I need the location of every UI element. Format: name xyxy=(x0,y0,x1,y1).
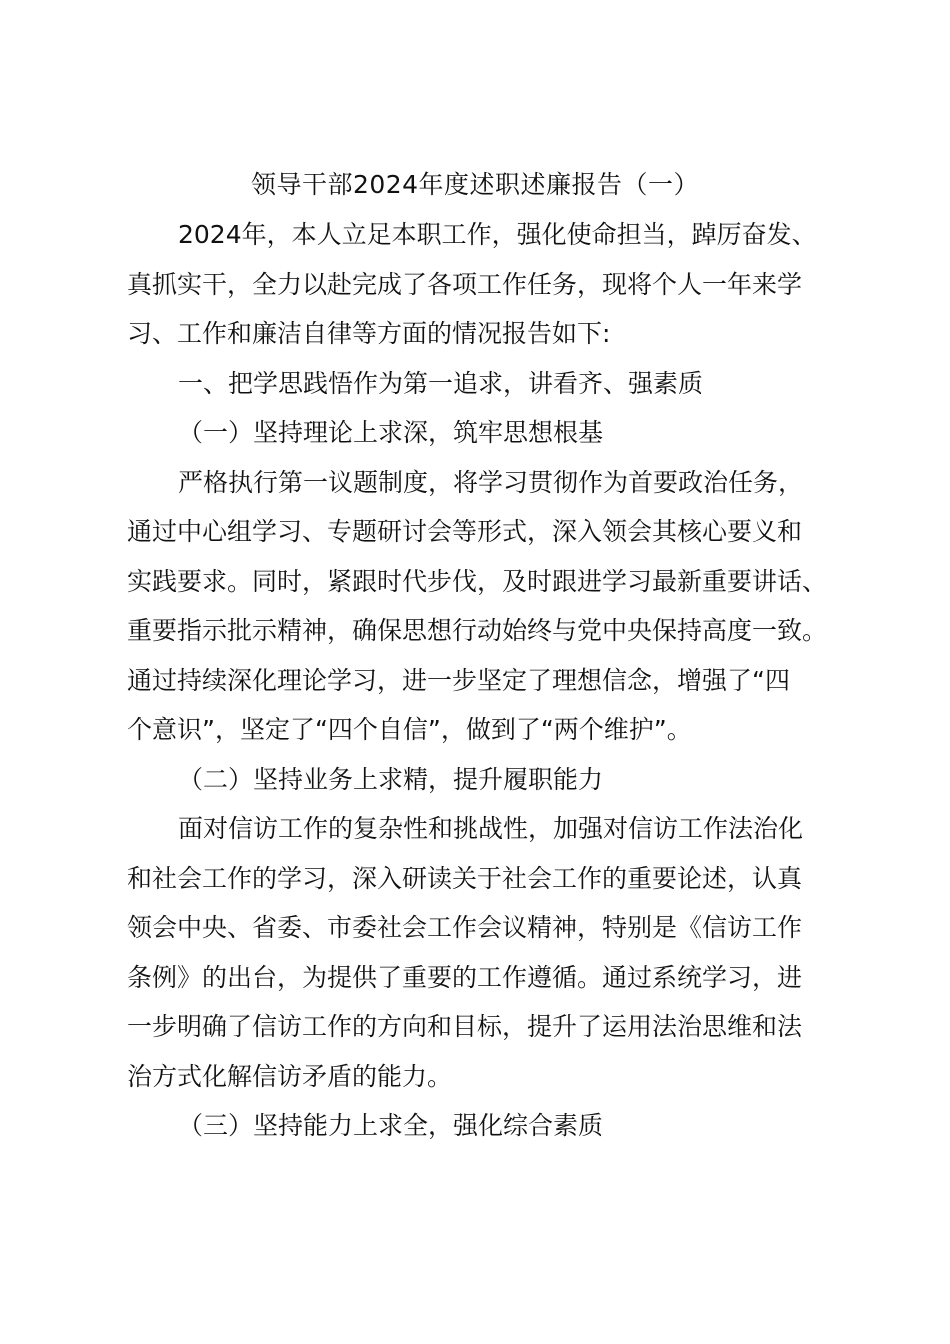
body-line: 条例》的出台，为提供了重要的工作遵循。通过系统学习，进 xyxy=(127,962,803,992)
body-line: 真抓实干，全力以赴完成了各项工作任务，现将个人一年来学 xyxy=(127,269,803,299)
body-line: 通过中心组学习、专题研讨会等形式，深入领会其核心要义和 xyxy=(127,517,803,546)
body-line: 一步明确了信访工作的方向和目标，提升了运用法治思维和法 xyxy=(127,1012,803,1041)
body-line: （一）坚持理论上求深，筑牢思想根基 xyxy=(178,418,604,447)
body-line: 一、把学思践悟作为第一追求，讲看齐、强素质 xyxy=(178,368,704,398)
body-line: 实践要求。同时，紧跟时代步伐，及时跟进学习最新重要讲话、 xyxy=(127,566,828,596)
body-line: 通过持续深化理论学习，进一步坚定了理想信念，增强了“四 xyxy=(127,665,790,695)
body-line: 面对信访工作的复杂性和挑战性，加强对信访工作法治化 xyxy=(178,814,804,843)
body-line: （三）坚持能力上求全，强化综合素质 xyxy=(178,1111,604,1140)
body-line: 重要指示批示精神，确保思想行动始终与党中央保持高度一致。 xyxy=(127,616,828,645)
document-title: 领导干部2024年度述职述廉报告（一） xyxy=(250,170,700,199)
body-line: 2024年，本人立足本职工作，强化使命担当，踔厉奋发、 xyxy=(178,220,817,249)
body-line: 习、工作和廉洁自律等方面的情况报告如下: xyxy=(127,319,611,348)
body-line: 治方式化解信访矛盾的能力。 xyxy=(127,1061,453,1091)
body-line: 和社会工作的学习，深入研读关于社会工作的重要论述，认真 xyxy=(127,863,803,893)
body-line: （二）坚持业务上求精，提升履职能力 xyxy=(178,764,604,794)
document-body xyxy=(127,210,833,1151)
body-line: 领会中央、省委、市委社会工作会议精神，特别是《信访工作 xyxy=(127,913,803,942)
body-line: 严格执行第一议题制度，将学习贯彻作为首要政治任务， xyxy=(178,467,804,497)
body-line: 个意识”，坚定了“四个自信”，做到了“两个维护”。 xyxy=(127,715,692,744)
